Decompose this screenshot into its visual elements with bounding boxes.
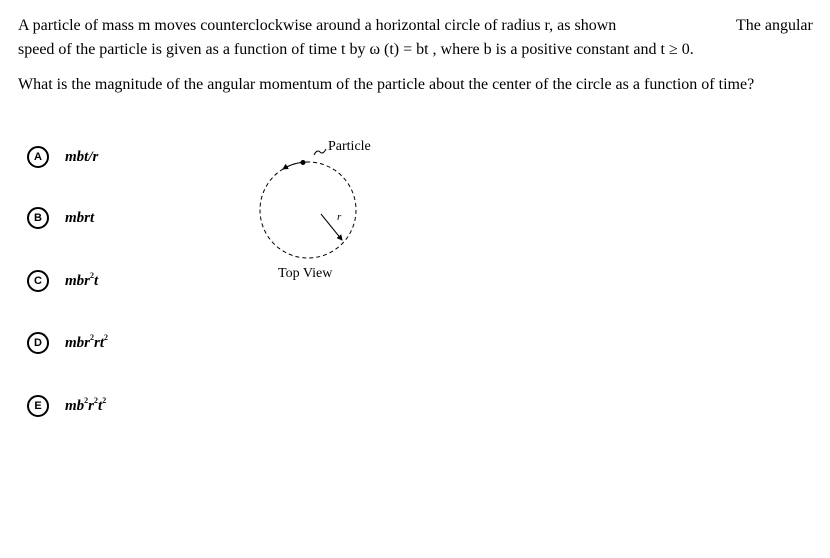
choice-a-bubble[interactable]: A bbox=[27, 146, 49, 168]
particle-label: Particle bbox=[328, 139, 371, 154]
choice-d-text: $mbr^2rt^2$ bbox=[65, 332, 109, 351]
choice-b-bubble[interactable]: B bbox=[27, 207, 49, 229]
particle-dot bbox=[301, 160, 306, 165]
choice-d[interactable] bbox=[27, 330, 108, 356]
figure-caption: Top View bbox=[278, 266, 333, 281]
choice-e[interactable] bbox=[27, 393, 106, 419]
choice-b[interactable] bbox=[27, 205, 94, 231]
stem-line-1-right-text: The angular bbox=[736, 17, 813, 34]
choice-e-text: $mb^2r^2t^2$ bbox=[65, 395, 107, 414]
stem-line-2: speed of the particle is given as a function of time t by ω (t) = bt , where b is a positive constant and t ≥ 0. bbox=[18, 41, 694, 58]
stem-line-1 bbox=[18, 14, 818, 38]
choice-c[interactable] bbox=[27, 268, 98, 294]
circle-diagram bbox=[248, 132, 388, 282]
choice-a[interactable] bbox=[27, 144, 98, 170]
choice-a-text: mbt/r bbox=[65, 148, 99, 165]
choice-c-bubble[interactable]: C bbox=[27, 270, 49, 292]
question-prompt: What is the magnitude of the angular momentum of the particle about the center of the circle as a function of time? bbox=[18, 76, 755, 93]
choice-b-text: mbrt bbox=[65, 209, 95, 226]
stem-line-1-text: A particle of mass m moves counterclockwise around a horizontal circle of radius r, as shown bbox=[18, 17, 617, 34]
radius-label: r bbox=[337, 211, 342, 223]
choice-c-text: mbr$^2$t bbox=[65, 270, 99, 289]
top-view-figure bbox=[248, 132, 388, 282]
choice-d-bubble[interactable]: D bbox=[27, 332, 49, 354]
question-stem bbox=[18, 14, 818, 62]
choice-e-bubble[interactable]: E bbox=[27, 395, 49, 417]
circular-path bbox=[260, 162, 356, 258]
particle-leader-line bbox=[314, 149, 326, 155]
